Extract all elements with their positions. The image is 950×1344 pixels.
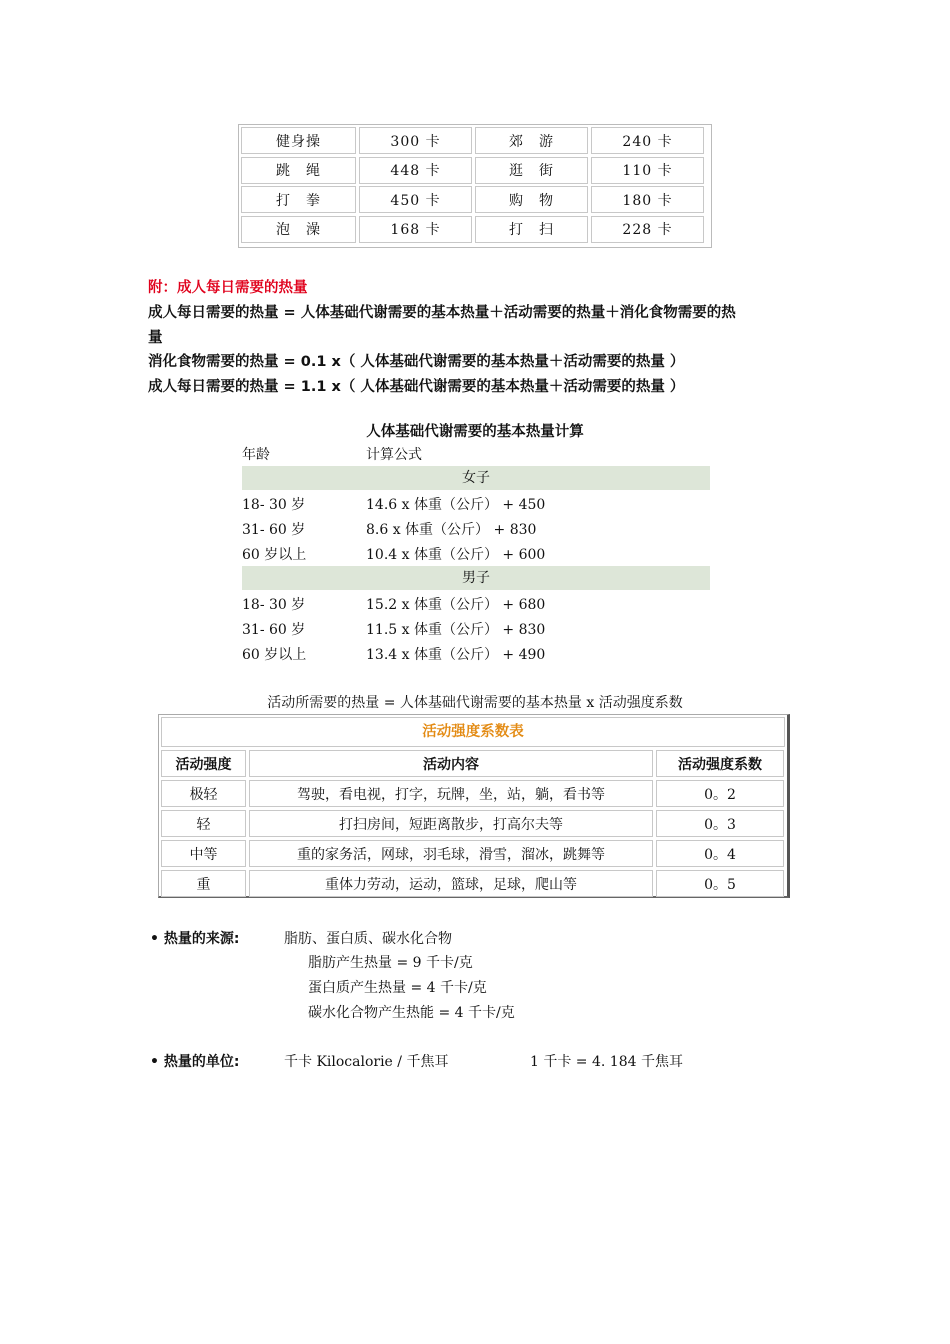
age-range: 60 岁以上 [242,547,307,563]
table-row [241,127,709,154]
formula-column-header: 计算公式 [366,447,422,463]
age-range: 31- 60 岁 [242,622,306,638]
unit-conversion-note: 1 千卡 = 4. 184 千焦耳 [530,1054,683,1070]
intensity-cell: 中等 [161,840,246,867]
activity-cell: 购 物 [475,186,588,213]
age-range: 60 岁以上 [242,647,307,663]
column-header: 活动强度系数 [656,750,784,777]
table-caption: 活动强度系数表 [161,717,785,747]
intensity-cell: 重 [161,870,246,897]
activity-cell: 健身操 [241,127,356,154]
bmr-formula: 8.6 x 体重（公斤） + 830 [366,522,537,538]
daily-calorie-formula: 成人每日需要的热量 = 人体基础代谢需要的基本热量＋活动需要的热量＋消化食物需要的热 [148,305,736,321]
bmr-formula: 15.2 x 体重（公斤） + 680 [366,597,546,613]
calorie-cell: 448 卡 [359,157,472,184]
age-range: 18- 30 岁 [242,497,306,513]
activity-cell: 跳 绳 [241,157,356,184]
energy-source-label: • 热量的来源: [150,931,240,947]
protein-energy-note: 蛋白质产生热量 = 4 千卡/克 [308,980,487,996]
activity-cell: 泡 澡 [241,216,356,243]
intensity-cell: 极轻 [161,780,246,807]
daily-calorie-formula-cont: 量 [148,330,163,346]
column-header: 活动强度 [161,750,246,777]
content-cell: 重体力劳动，运动，篮球，足球，爬山等 [249,870,653,897]
table-row [161,870,785,897]
content-cell: 重的家务活，网球，羽毛球，滑雪，溜冰，跳舞等 [249,840,653,867]
calorie-cell: 240 卡 [591,127,704,154]
calorie-cell: 180 卡 [591,186,704,213]
bmr-formula: 10.4 x 体重（公斤） + 600 [366,547,546,563]
activity-intensity-table [158,714,790,898]
bmr-formula: 11.5 x 体重（公斤） + 830 [366,622,546,638]
age-range: 31- 60 岁 [242,522,306,538]
energy-unit-value: 千卡 Kilocalorie / 千焦耳 [284,1054,449,1070]
table-row [241,186,709,213]
activity-calorie-formula: 活动所需要的热量 = 人体基础代谢需要的基本热量 x 活动强度系数 [267,695,683,711]
calorie-cell: 168 卡 [359,216,472,243]
fat-energy-note: 脂肪产生热量 = 9 千卡/克 [308,955,473,971]
calorie-cell: 110 卡 [591,157,704,184]
age-range: 18- 30 岁 [242,597,306,613]
energy-unit-label: • 热量的单位: [150,1054,240,1070]
activity-cell: 打 拳 [241,186,356,213]
table-row [161,780,785,807]
content-cell: 驾驶，看电视，打字，玩牌，坐，站，躺，看书等 [249,780,653,807]
carbohydrate-energy-note: 碳水化合物产生热能 = 4 千卡/克 [308,1005,515,1021]
female-section-bar: 女子 [242,466,710,490]
calorie-cell: 300 卡 [359,127,472,154]
activity-cell: 逛 街 [475,157,588,184]
coefficient-cell: 0。5 [656,870,784,897]
column-header: 活动内容 [249,750,653,777]
coefficient-cell: 0。2 [656,780,784,807]
age-column-header: 年龄 [242,447,270,463]
daily-calorie-simplified-formula: 成人每日需要的热量 = 1.1 x（ 人体基础代谢需要的基本热量＋活动需要的热量 ） [148,379,685,395]
appendix-heading: 附：成人每日需要的热量 [148,280,308,296]
energy-source-value: 脂肪、蛋白质、碳水化合物 [284,931,452,947]
intensity-cell: 轻 [161,810,246,837]
calorie-cell: 228 卡 [591,216,704,243]
bmr-title: 人体基础代谢需要的基本热量计算 [366,424,584,440]
activity-calorie-table [238,124,712,248]
coefficient-cell: 0。4 [656,840,784,867]
table-row [161,810,785,837]
table-header-row [161,750,785,777]
table-row [241,216,709,243]
coefficient-cell: 0。3 [656,810,784,837]
calorie-cell: 450 卡 [359,186,472,213]
table-row [161,840,785,867]
activity-cell: 打 扫 [475,216,588,243]
content-cell: 打扫房间，短距离散步，打高尔夫等 [249,810,653,837]
male-section-bar: 男子 [242,566,710,590]
bmr-formula: 14.6 x 体重（公斤） + 450 [366,497,546,513]
activity-cell: 郊 游 [475,127,588,154]
bmr-formula: 13.4 x 体重（公斤） + 490 [366,647,546,663]
digestion-calorie-formula: 消化食物需要的热量 = 0.1 x（ 人体基础代谢需要的基本热量＋活动需要的热量 ） [148,354,685,370]
table-row [241,157,709,184]
